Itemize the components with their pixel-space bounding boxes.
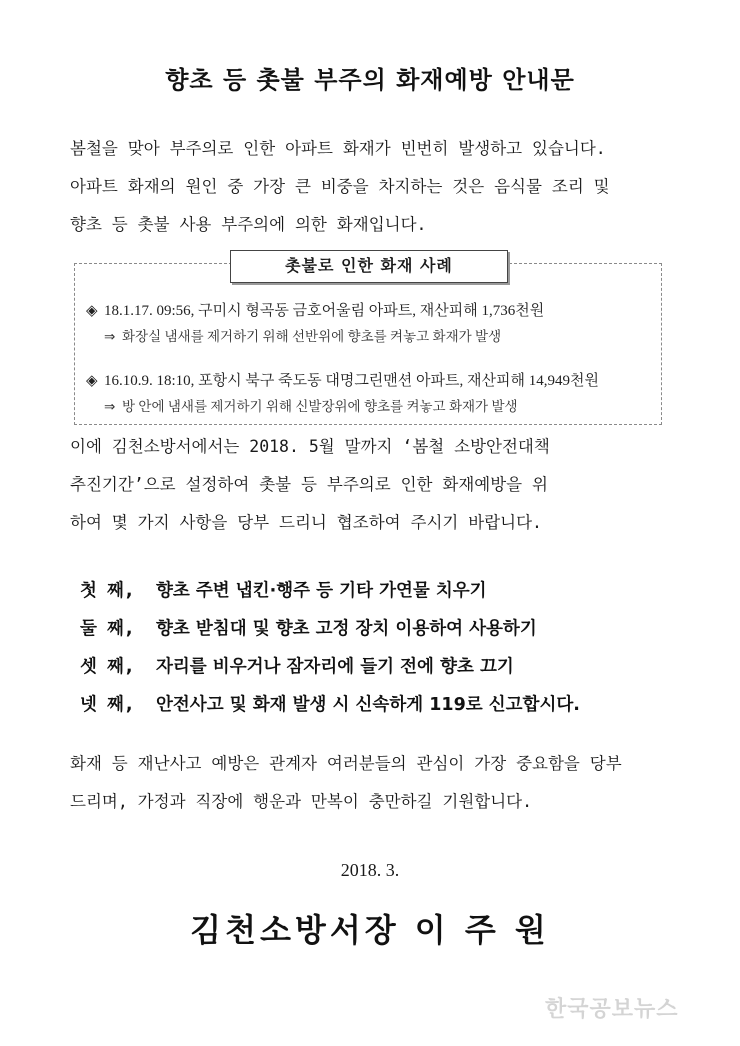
closing-line: 화재 등 재난사고 예방은 관계자 여러분들의 관심이 가장 중요함을 당부 <box>70 754 622 773</box>
signature-line: 김천소방서장 이 주 원 <box>190 911 550 949</box>
rule-text: 향초 받침대 및 향초 고정 장치 이용하여 사용하기 <box>156 619 537 639</box>
intro-line: 아파트 화재의 원인 중 가장 큰 비중을 차지하는 것은 음식물 조리 및 <box>70 177 610 196</box>
campaign-line: 추진기간’으로 설정하여 촛불 등 부주의로 인한 화재예방을 위 <box>70 475 548 494</box>
campaign-line: 하여 몇 가지 사항을 당부 드리니 협조하여 주시기 바랍니다. <box>70 513 542 532</box>
safety-rule <box>80 572 680 610</box>
safety-rule <box>80 648 680 686</box>
fire-case-summary: 18.1.17. 09:56, 구미시 형곡동 금호어울림 아파트, 재산피해 1,736천원 <box>104 303 545 319</box>
fire-case <box>86 368 656 420</box>
campaign-line: 이에 김천소방서에서는 2018. 5월 말까지 ‘봄철 소방안전대책 <box>70 437 550 456</box>
notice-date: 2018. 3. <box>340 860 400 880</box>
campaign-paragraph <box>70 428 680 542</box>
watermark: 한국공보뉴스 <box>545 997 679 1022</box>
intro-line: 향초 등 촛불 사용 부주의에 의한 화재입니다. <box>70 215 427 234</box>
fire-case-head <box>86 368 656 394</box>
safety-rules-list <box>80 572 680 724</box>
safety-rule <box>80 610 680 648</box>
rule-ordinal: 둘 째, <box>80 619 135 639</box>
intro-line: 봄철을 맞아 부주의로 인한 아파트 화재가 빈번히 발생하고 있습니다. <box>70 139 606 158</box>
fire-case-detail <box>86 394 656 420</box>
closing-line: 드리며, 가정과 직장에 행운과 만복이 충만하길 기원합니다. <box>70 792 533 811</box>
fire-case-cause: 방 안에 냄새를 제거하기 위해 신발장위에 향초를 켜놓고 화재가 발생 <box>122 399 518 414</box>
arrow-icon: ⇒ <box>104 399 116 414</box>
diamond-bullet-icon: ◈ <box>86 303 98 319</box>
rule-ordinal: 넷 째, <box>80 695 135 715</box>
rule-text: 안전사고 및 화재 발생 시 신속하게 119로 신고합시다. <box>156 695 580 715</box>
intro-paragraph <box>70 130 680 244</box>
rule-text: 향초 주변 냅킨·행주 등 기타 가연물 치우기 <box>156 581 487 601</box>
fire-case-detail <box>86 324 656 350</box>
fire-case-head <box>86 298 656 324</box>
rule-text: 자리를 비우거나 잠자리에 들기 전에 향초 끄기 <box>156 657 514 677</box>
rule-ordinal: 첫 째, <box>80 581 135 601</box>
arrow-icon: ⇒ <box>104 329 116 344</box>
page-title: 향초 등 촛불 부주의 화재예방 안내문 <box>165 66 575 94</box>
rule-ordinal: 셋 째, <box>80 657 135 677</box>
closing-paragraph <box>70 745 680 821</box>
fire-case-summary: 16.10.9. 18:10, 포항시 북구 죽도동 대명그린맨션 아파트, 재산피해 14,949천원 <box>104 373 599 389</box>
fire-cases-title: 촛불로 인한 화재 사례 <box>230 250 508 283</box>
fire-case-cause: 화장실 냄새를 제거하기 위해 선반위에 향초를 켜놓고 화재가 발생 <box>122 329 502 344</box>
safety-rule <box>80 686 680 724</box>
fire-case <box>86 298 656 350</box>
diamond-bullet-icon: ◈ <box>86 373 98 389</box>
